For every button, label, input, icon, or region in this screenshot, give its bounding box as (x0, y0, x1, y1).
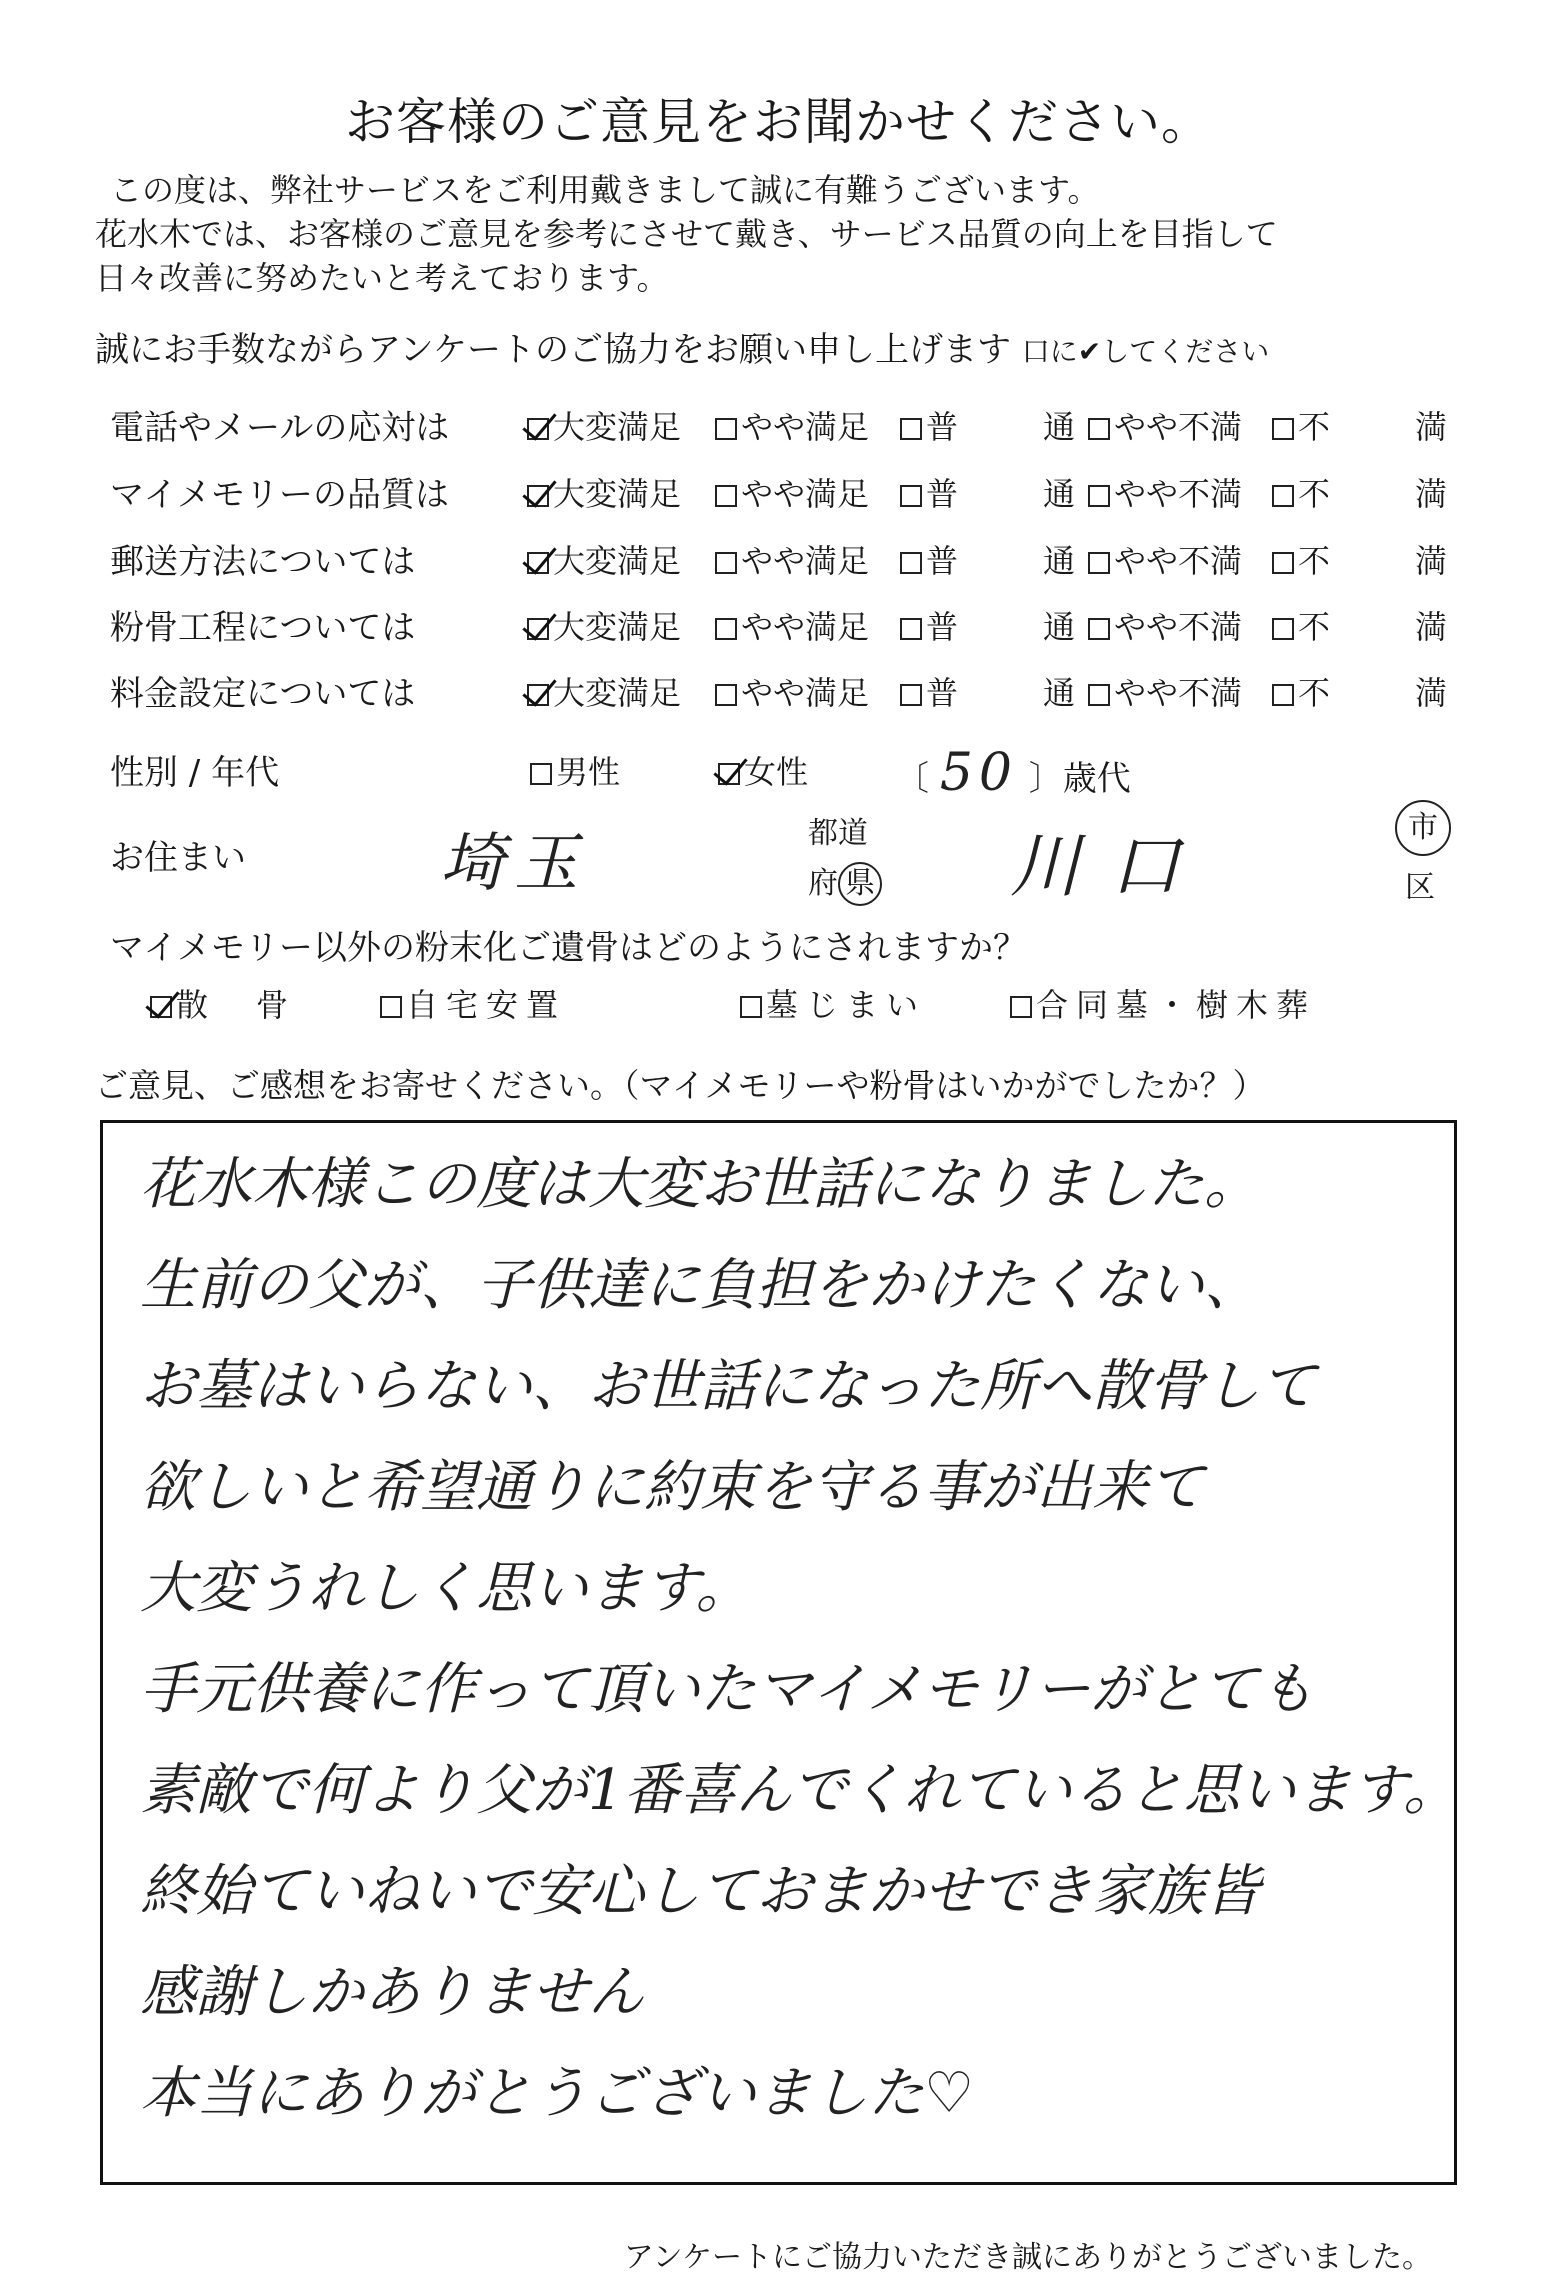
question-label: 郵送方法については (110, 542, 416, 582)
rating-option[interactable] (715, 469, 869, 515)
rating-option-label: やや満足 (741, 475, 870, 513)
comment-line: 生前の父が、子供達に負担をかけたくない、 (140, 1253, 1260, 1318)
pref-suffix-bottom: 府 県 (808, 858, 882, 906)
checkbox-checked[interactable] (527, 684, 549, 706)
checkbox[interactable] (715, 418, 737, 440)
remains-option[interactable] (740, 980, 926, 1026)
rating-option[interactable] (1415, 668, 1447, 714)
intro-line-2: 花水木では、お客様のご意見を参考にさせて戴き、サービス品質の向上を目指して (95, 215, 1278, 253)
rating-option-label: やや不満 (1114, 542, 1243, 580)
city-suffix-ku: 区 (1405, 870, 1435, 905)
survey-title: お客様のご意見をお聞かせください。 (345, 93, 1212, 151)
rating-option[interactable] (1043, 469, 1075, 515)
checkbox[interactable] (1272, 552, 1294, 574)
rating-option[interactable] (527, 602, 681, 648)
question-label: 料金設定については (110, 674, 416, 714)
rating-option-label: 普 (926, 475, 959, 513)
question-label: 粉骨工程については (110, 608, 416, 648)
rating-option[interactable] (715, 536, 869, 582)
rating-option[interactable] (715, 602, 869, 648)
gender-age-label: 性別 / 年代 (110, 753, 280, 793)
comment-line: 手元供養に作って頂いたマイメモリーがとても (140, 1657, 1315, 1722)
checkbox[interactable] (715, 618, 737, 640)
question-label: マイメモリーの品質は (110, 475, 449, 515)
rating-option[interactable] (1043, 602, 1075, 648)
rating-option[interactable] (1272, 469, 1330, 515)
rating-option[interactable] (1088, 469, 1242, 515)
rating-option-label: 通 (1043, 608, 1076, 646)
rating-option[interactable] (527, 536, 681, 582)
checkbox[interactable] (1272, 485, 1294, 507)
checkbox-checked[interactable] (150, 996, 172, 1018)
rating-option-label: 通 (1043, 674, 1076, 712)
rating-option-label: 満 (1415, 475, 1448, 513)
rating-option-label: 普 (926, 608, 959, 646)
rating-option[interactable] (1043, 402, 1075, 448)
rating-option[interactable] (1088, 602, 1242, 648)
age-field[interactable]: 〔 50 〕歳代 (895, 743, 1131, 803)
comment-line: お墓はいらない、お世話になった所へ散骨して (140, 1354, 1316, 1419)
checkbox[interactable] (1088, 552, 1110, 574)
rating-option[interactable] (527, 402, 681, 448)
rating-option[interactable] (1088, 668, 1242, 714)
remains-option[interactable] (150, 980, 296, 1026)
checkbox[interactable] (1010, 996, 1032, 1018)
checkbox[interactable] (900, 684, 922, 706)
rating-option[interactable] (527, 668, 681, 714)
checkbox[interactable] (380, 996, 402, 1018)
rating-option-label: 不 (1298, 674, 1331, 712)
checkbox[interactable] (1088, 618, 1110, 640)
intro-line-3: 日々改善に努めたいと考えております。 (95, 259, 669, 297)
rating-option[interactable] (1088, 536, 1242, 582)
checkbox-checked[interactable] (527, 618, 549, 640)
rating-option[interactable] (900, 536, 958, 582)
checkbox[interactable] (900, 618, 922, 640)
comment-line: 大変うれしく思います。 (140, 1556, 752, 1621)
gender-female-option[interactable]: 女性 (718, 747, 808, 793)
rating-option[interactable] (1043, 668, 1075, 714)
comment-line: 花水木様この度は大変お世話になりました。 (140, 1152, 1260, 1217)
rating-option[interactable] (1415, 536, 1447, 582)
remains-option-label: 墓じまい (766, 986, 927, 1024)
request-hint: 口に✔してください (1021, 335, 1270, 368)
comment-line: 本当にありがとうございました♡ (140, 2061, 975, 2126)
rating-option-label: 満 (1415, 408, 1448, 446)
comment-line: 感謝しかありません (140, 1960, 644, 2025)
checkbox[interactable] (1088, 418, 1110, 440)
checkmark-icon: ✔ (1077, 335, 1102, 368)
rating-option[interactable] (900, 668, 958, 714)
rating-option[interactable] (715, 402, 869, 448)
intro-line-1: この度は、弊社サービスをご利用戴きまして誠に有難うございます。 (110, 171, 1100, 209)
address-label: お住まい (110, 838, 246, 878)
checkbox[interactable] (900, 418, 922, 440)
rating-option-label: 大変満足 (553, 674, 682, 712)
rating-option-label: 普 (926, 542, 959, 580)
checkbox[interactable] (900, 485, 922, 507)
rating-option-label: やや満足 (741, 408, 870, 446)
checkbox-checked[interactable] (527, 485, 549, 507)
checkbox[interactable] (900, 552, 922, 574)
rating-option-label: 不 (1298, 475, 1331, 513)
rating-option[interactable] (1415, 602, 1447, 648)
rating-option-label: やや満足 (741, 542, 870, 580)
checkbox[interactable] (715, 485, 737, 507)
city-value: 川口 (1010, 825, 1210, 907)
rating-option-label: 不 (1298, 608, 1331, 646)
rating-option[interactable] (1272, 402, 1330, 448)
rating-option-label: やや満足 (741, 674, 870, 712)
rating-option-label: 普 (926, 674, 959, 712)
checkbox[interactable] (715, 684, 737, 706)
checkbox[interactable] (740, 996, 762, 1018)
pref-suffix-top: 都道 (808, 816, 868, 851)
rating-option-label: 不 (1298, 408, 1331, 446)
rating-option[interactable] (527, 469, 681, 515)
survey-request (95, 322, 1269, 371)
checkbox-checked[interactable] (527, 418, 549, 440)
comments-heading: ご意見、ご感想をお寄せください。（マイメモリーや粉骨はいかがでしたか？） (95, 1066, 1266, 1105)
checkbox[interactable] (1272, 418, 1294, 440)
rating-option[interactable] (900, 469, 958, 515)
rating-option-label: やや不満 (1114, 608, 1243, 646)
rating-option-label: 満 (1415, 674, 1448, 712)
remains-option-label: 自宅安置 (406, 986, 567, 1024)
rating-option-label: 通 (1043, 542, 1076, 580)
request-text: 誠にお手数ながらアンケートのご協力をお願い申し上げます (95, 330, 1011, 370)
remains-option[interactable] (380, 980, 566, 1026)
rating-option[interactable] (1272, 602, 1330, 648)
checkbox[interactable] (1088, 684, 1110, 706)
rating-option[interactable] (900, 602, 958, 648)
rating-option-label: 通 (1043, 408, 1076, 446)
rating-option[interactable] (1088, 402, 1242, 448)
checkbox[interactable] (715, 552, 737, 574)
rating-option[interactable] (715, 668, 869, 714)
rating-option-label: やや不満 (1114, 674, 1243, 712)
rating-option-label: 大変満足 (553, 542, 682, 580)
checkbox[interactable] (1272, 618, 1294, 640)
rating-option-label: やや不満 (1114, 475, 1243, 513)
remains-option-label: 合同墓・樹木葬 (1036, 986, 1317, 1024)
rating-option-label: 満 (1415, 542, 1448, 580)
rating-option-label: やや満足 (741, 608, 870, 646)
checkbox-checked[interactable] (527, 552, 549, 574)
age-value: 50 (939, 743, 1018, 803)
rating-option-label: 満 (1415, 608, 1448, 646)
gender-male-option[interactable]: 男性 (530, 747, 620, 793)
rating-option[interactable] (1415, 469, 1447, 515)
remains-option-label: 散 骨 (176, 986, 297, 1024)
rating-option[interactable] (1272, 536, 1330, 582)
checkbox[interactable] (1088, 485, 1110, 507)
remains-option[interactable] (1010, 980, 1316, 1026)
comment-line: 終始ていねいで安心しておまかせでき家族皆 (140, 1859, 1260, 1924)
city-suffix-shi (1395, 800, 1451, 856)
remains-question: マイメモリー以外の粉末化ご遺骨はどのようにされますか？ (110, 928, 1027, 968)
rating-option[interactable] (1043, 536, 1075, 582)
rating-option-label: 通 (1043, 475, 1076, 513)
comment-line: 素敵で何より父が1番喜んでくれていると思います。 (140, 1758, 1460, 1823)
rating-option[interactable] (900, 402, 958, 448)
checkbox[interactable] (530, 763, 552, 785)
comment-line: 欲しいと希望通りに約束を守る事が出来て (140, 1455, 1204, 1520)
rating-option-label: 大変満足 (553, 475, 682, 513)
rating-option-label: 大変満足 (553, 608, 682, 646)
checkbox-checked[interactable] (718, 763, 740, 785)
rating-option[interactable] (1272, 668, 1330, 714)
rating-option[interactable] (1415, 402, 1447, 448)
question-label: 電話やメールの応対は (110, 408, 450, 448)
selected-shi: 市 (1395, 800, 1451, 856)
footer-thanks: アンケートにご協力いただき誠にありがとうございました。 (623, 2240, 1432, 2275)
rating-option-label: 普 (926, 408, 959, 446)
prefecture-value: 埼玉 (440, 827, 588, 901)
checkbox[interactable] (1272, 684, 1294, 706)
rating-option-label: 大変満足 (553, 408, 682, 446)
rating-option-label: 不 (1298, 542, 1331, 580)
rating-option-label: やや不満 (1114, 408, 1243, 446)
selected-ken: 県 (838, 862, 882, 906)
